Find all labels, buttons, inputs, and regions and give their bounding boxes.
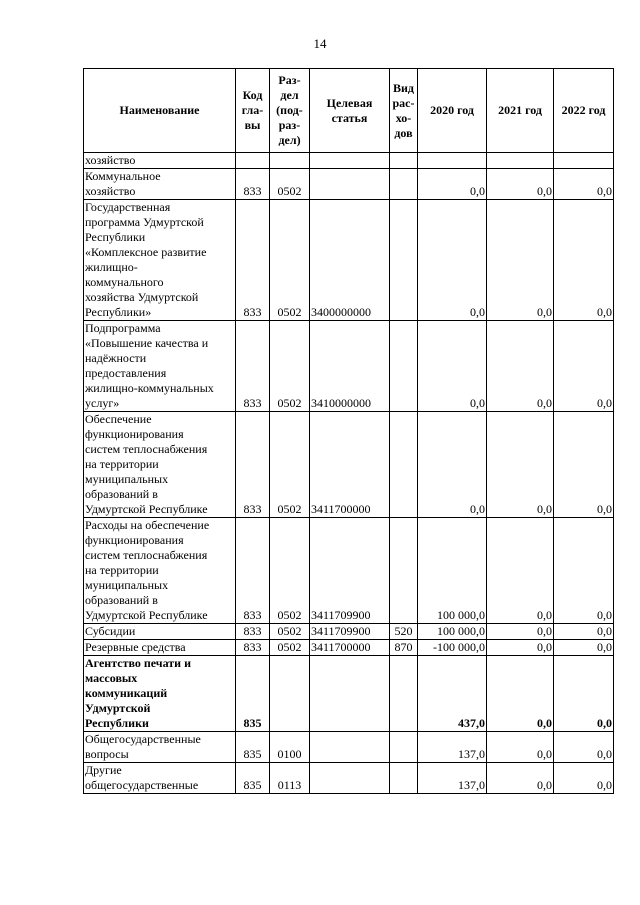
row-2021-cell: 0,0 (487, 321, 554, 412)
row-name-cell: Расходы на обеспечение функционирования систем теплоснабжения на территории муниципальных образований в Удмуртской Республике (84, 518, 236, 624)
row-expense-type-cell (390, 518, 418, 624)
row-section-cell (270, 153, 310, 169)
row-section-cell (270, 656, 310, 732)
row-target-article-cell (310, 656, 390, 732)
row-2022-cell: 0,0 (554, 321, 614, 412)
row-2020-cell: 0,0 (418, 169, 487, 200)
table-row (84, 153, 614, 169)
header-target-article: Целевая статья (310, 69, 390, 153)
header-chapter-code: Код гла- вы (236, 69, 270, 153)
row-2021-cell: 0,0 (487, 640, 554, 656)
row-chapter-code-cell: 833 (236, 518, 270, 624)
row-2020-cell: 0,0 (418, 200, 487, 321)
header-name: Наименование (84, 69, 236, 153)
row-target-article-cell: 3411700000 (310, 412, 390, 518)
row-2021-cell: 0,0 (487, 763, 554, 794)
row-2021-cell: 0,0 (487, 624, 554, 640)
row-chapter-code-cell: 833 (236, 169, 270, 200)
row-name-cell: Коммунальное хозяйство (84, 169, 236, 200)
row-2022-cell: 0,0 (554, 169, 614, 200)
row-section-cell: 0100 (270, 732, 310, 763)
row-expense-type-cell (390, 321, 418, 412)
row-chapter-code-cell: 833 (236, 412, 270, 518)
row-section-cell: 0502 (270, 518, 310, 624)
row-2020-cell: 0,0 (418, 321, 487, 412)
row-section-cell: 0502 (270, 321, 310, 412)
row-2022-cell: 0,0 (554, 624, 614, 640)
table-row (84, 412, 614, 518)
page-number: 14 (313, 36, 327, 51)
row-2021-cell: 0,0 (487, 656, 554, 732)
row-2021-cell: 0,0 (487, 412, 554, 518)
table-row (84, 763, 614, 794)
row-chapter-code-cell: 833 (236, 624, 270, 640)
row-2020-cell: 137,0 (418, 763, 487, 794)
row-name-cell: Общегосударственные вопросы (84, 732, 236, 763)
row-target-article-cell: 3400000000 (310, 200, 390, 321)
row-2021-cell: 0,0 (487, 200, 554, 321)
row-target-article-cell: 3411709900 (310, 518, 390, 624)
row-section-cell: 0502 (270, 640, 310, 656)
row-2022-cell: 0,0 (554, 200, 614, 321)
header-2020: 2020 год (418, 69, 487, 153)
table-row (84, 732, 614, 763)
row-2021-cell: 0,0 (487, 732, 554, 763)
row-section-cell: 0502 (270, 624, 310, 640)
row-expense-type-cell: 520 (390, 624, 418, 640)
row-2020-cell: 137,0 (418, 732, 487, 763)
row-target-article-cell: 3411709900 (310, 624, 390, 640)
table-row (84, 656, 614, 732)
row-expense-type-cell (390, 412, 418, 518)
row-2020-cell: 100 000,0 (418, 624, 487, 640)
row-2020-cell: 437,0 (418, 656, 487, 732)
row-name-cell: Другие общегосударственные (84, 763, 236, 794)
budget-table (83, 68, 614, 794)
row-chapter-code-cell (236, 153, 270, 169)
row-section-cell: 0502 (270, 412, 310, 518)
row-target-article-cell (310, 763, 390, 794)
row-expense-type-cell (390, 656, 418, 732)
row-name-cell: Агентство печати и массовых коммуникаций Удмуртской Республики (84, 656, 236, 732)
table-row (84, 624, 614, 640)
header-2022: 2022 год (554, 69, 614, 153)
table-row (84, 321, 614, 412)
row-target-article-cell (310, 732, 390, 763)
row-2020-cell: 100 000,0 (418, 518, 487, 624)
row-chapter-code-cell: 833 (236, 200, 270, 321)
row-2022-cell: 0,0 (554, 732, 614, 763)
row-2022-cell: 0,0 (554, 640, 614, 656)
row-name-cell: Резервные средства (84, 640, 236, 656)
table-body (84, 153, 614, 794)
row-name-cell: Субсидии (84, 624, 236, 640)
row-chapter-code-cell: 835 (236, 763, 270, 794)
row-2020-cell: -100 000,0 (418, 640, 487, 656)
row-name-cell: Обеспечение функционирования систем теплоснабжения на территории муниципальных образований в Удмуртской Республике (84, 412, 236, 518)
row-name-cell: Подпрограмма «Повышение качества и надёжности предоставления жилищно-коммунальных услуг» (84, 321, 236, 412)
row-2020-cell (418, 153, 487, 169)
row-expense-type-cell (390, 732, 418, 763)
table-header-row (84, 69, 614, 153)
header-expense-type: Вид рас- хо- дов (390, 69, 418, 153)
table-row (84, 169, 614, 200)
row-target-article-cell: 3410000000 (310, 321, 390, 412)
row-expense-type-cell (390, 169, 418, 200)
row-name-cell: Государственная программа Удмуртской Республики «Комплексное развитие жилищно- коммунального хозяйства Удмуртской Республики» (84, 200, 236, 321)
row-target-article-cell: 3411700000 (310, 640, 390, 656)
row-expense-type-cell: 870 (390, 640, 418, 656)
row-2021-cell (487, 153, 554, 169)
row-chapter-code-cell: 835 (236, 732, 270, 763)
row-section-cell: 0502 (270, 169, 310, 200)
row-2020-cell: 0,0 (418, 412, 487, 518)
row-section-cell: 0113 (270, 763, 310, 794)
row-2021-cell: 0,0 (487, 169, 554, 200)
row-name-cell: хозяйство (84, 153, 236, 169)
table-row (84, 640, 614, 656)
header-2021: 2021 год (487, 69, 554, 153)
row-target-article-cell (310, 169, 390, 200)
row-section-cell: 0502 (270, 200, 310, 321)
row-chapter-code-cell: 833 (236, 321, 270, 412)
row-2022-cell: 0,0 (554, 763, 614, 794)
row-target-article-cell (310, 153, 390, 169)
row-expense-type-cell (390, 200, 418, 321)
table-row (84, 518, 614, 624)
row-2022-cell: 0,0 (554, 656, 614, 732)
header-section: Раз- дел (под- раз- дел) (270, 69, 310, 153)
row-2022-cell (554, 153, 614, 169)
row-2022-cell: 0,0 (554, 518, 614, 624)
row-2022-cell: 0,0 (554, 412, 614, 518)
row-chapter-code-cell: 833 (236, 640, 270, 656)
row-expense-type-cell (390, 153, 418, 169)
row-chapter-code-cell: 835 (236, 656, 270, 732)
row-2021-cell: 0,0 (487, 518, 554, 624)
table-row (84, 200, 614, 321)
row-expense-type-cell (390, 763, 418, 794)
